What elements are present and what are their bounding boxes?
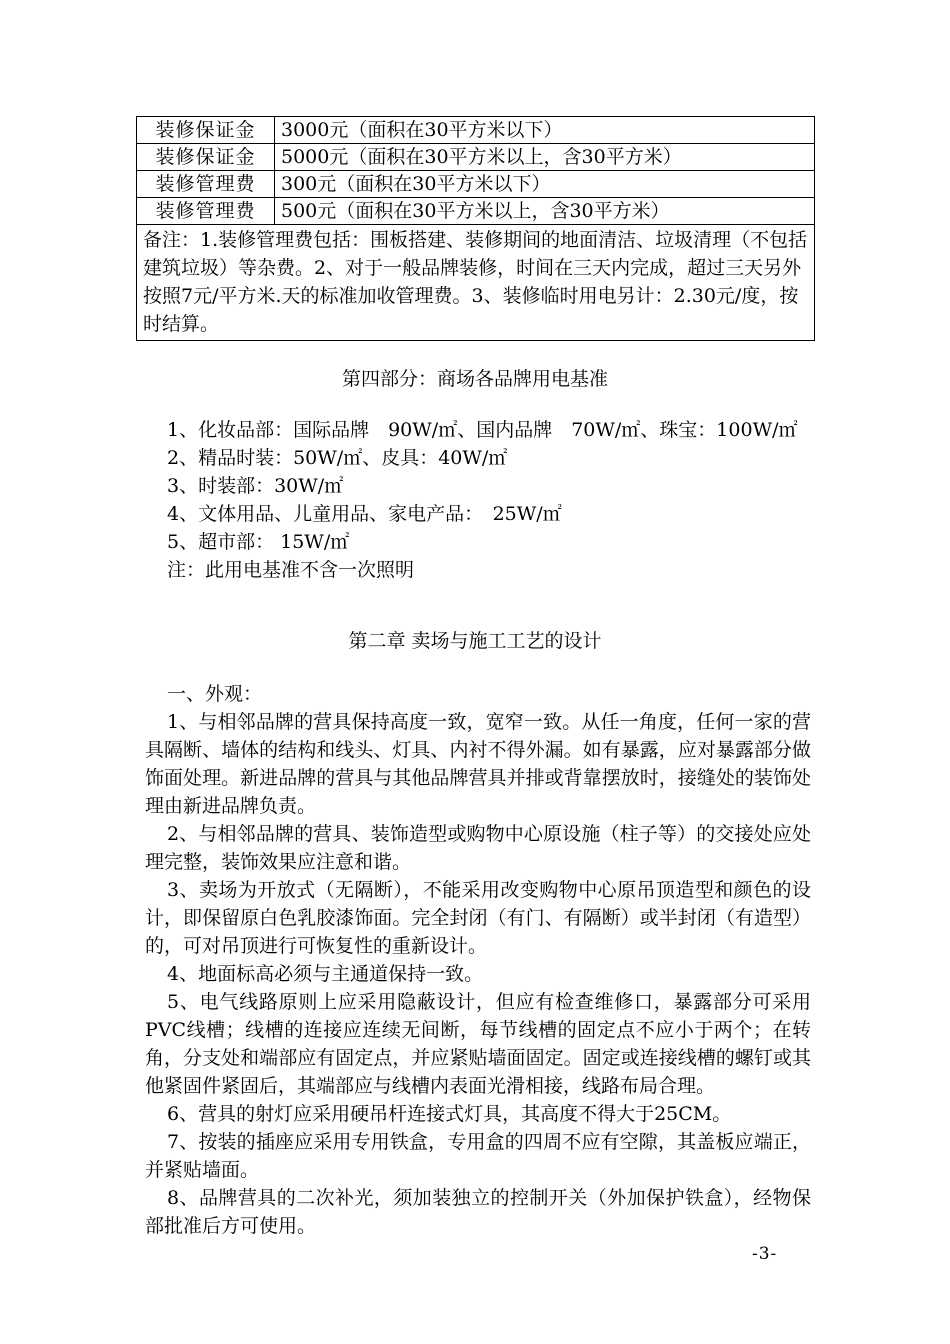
fee-table [136,116,815,341]
table-row [137,144,815,171]
section4-title: 第四部分：商场各品牌用电基准 [341,368,608,390]
table-note-row [137,225,815,341]
paragraph: 8、品牌营具的二次补光，须加装独立的控制开关（外加保护铁盒），经物保部批准后方可使用。 [145,1187,811,1237]
fee-value: 5000元（面积在30平方米以上，含30平方米） [275,144,815,171]
page-number: -3- [752,1244,778,1264]
list-item: 2、精品时装：50W/㎡、皮具：40W/㎡ [167,447,508,469]
subheading: 一、外观： [167,683,263,705]
list-item: 3、时装部：30W/㎡ [167,475,344,497]
table-row [137,171,815,198]
list-item: 4、文体用品、儿童用品、家电产品： 25W/㎡ [167,503,562,525]
fee-item: 装修管理费 [137,198,275,225]
paragraph: 3、卖场为开放式（无隔断），不能采用改变购物中心原吊顶造型和颜色的设计，即保留原白色乳胶漆饰面。完全封闭（有门、有隔断）或半封闭（有造型）的，可对吊顶进行可恢复性的重新设计。 [145,879,811,957]
table-row [137,198,815,225]
paragraph: 1、与相邻品牌的营具保持高度一致，宽窄一致。从任一角度，任何一家的营具隔断、墙体的结构和线头、灯具、内衬不得外漏。如有暴露，应对暴露部分做饰面处理。新进品牌的营具与其他品牌营具并排或背靠摆放时，接缝处的装饰处理由新进品牌负责。 [145,711,811,817]
fee-item: 装修保证金 [137,144,275,171]
paragraph: 5、电气线路原则上应采用隐蔽设计，但应有检查维修口，暴露部分可采用PVC线槽；线槽的连接应连续无间断，每节线槽的固定点不应小于两个；在转角，分支处和端部应有固定点，并应紧贴墙面固定。固定或连接线槽的螺钉或其他紧固件紧固后，其端部应与线槽内表面光滑相接，线路布局合理。 [145,991,811,1097]
paragraph: 2、与相邻品牌的营具、装饰造型或购物中心原设施（柱子等）的交接处应处理完整，装饰效果应注意和谐。 [145,823,811,873]
list-item-note: 注：此用电基准不含一次照明 [167,559,415,581]
table-row [137,117,815,144]
chapter2-body [145,680,811,1240]
power-standard-list [145,416,805,584]
fee-value: 500元（面积在30平方米以上，含30平方米） [275,198,815,225]
paragraph: 6、营具的射灯应采用硬吊杆连接式灯具，其高度不得大于25CM。 [167,1103,732,1125]
fee-note: 备注：1.装修管理费包括：围板搭建、装修期间的地面清洁、垃圾清理（不包括建筑垃圾）等杂费。2、对于一般品牌装修，时间在三天内完成，超过三天另外按照7元/平方米.天的标准加收管理费。3、装修临时用电另计：2.30元/度，按时结算。 [137,225,815,341]
list-item: 1、化妆品部：国际品牌 90W/㎡、国内品牌 70W/㎡、珠宝：100W/㎡ [167,419,798,441]
paragraph: 7、按装的插座应采用专用铁盒，专用盒的四周不应有空隙，其盖板应端正，并紧贴墙面。 [145,1131,811,1181]
chapter2-title: 第二章 卖场与施工工艺的设计 [348,630,602,652]
fee-item: 装修管理费 [137,171,275,198]
paragraph: 4、地面标高必须与主通道保持一致。 [167,963,484,985]
fee-item: 装修保证金 [137,117,275,144]
list-item: 5、超市部： 15W/㎡ [167,531,350,553]
fee-value: 3000元（面积在30平方米以下） [275,117,815,144]
fee-value: 300元（面积在30平方米以下） [275,171,815,198]
